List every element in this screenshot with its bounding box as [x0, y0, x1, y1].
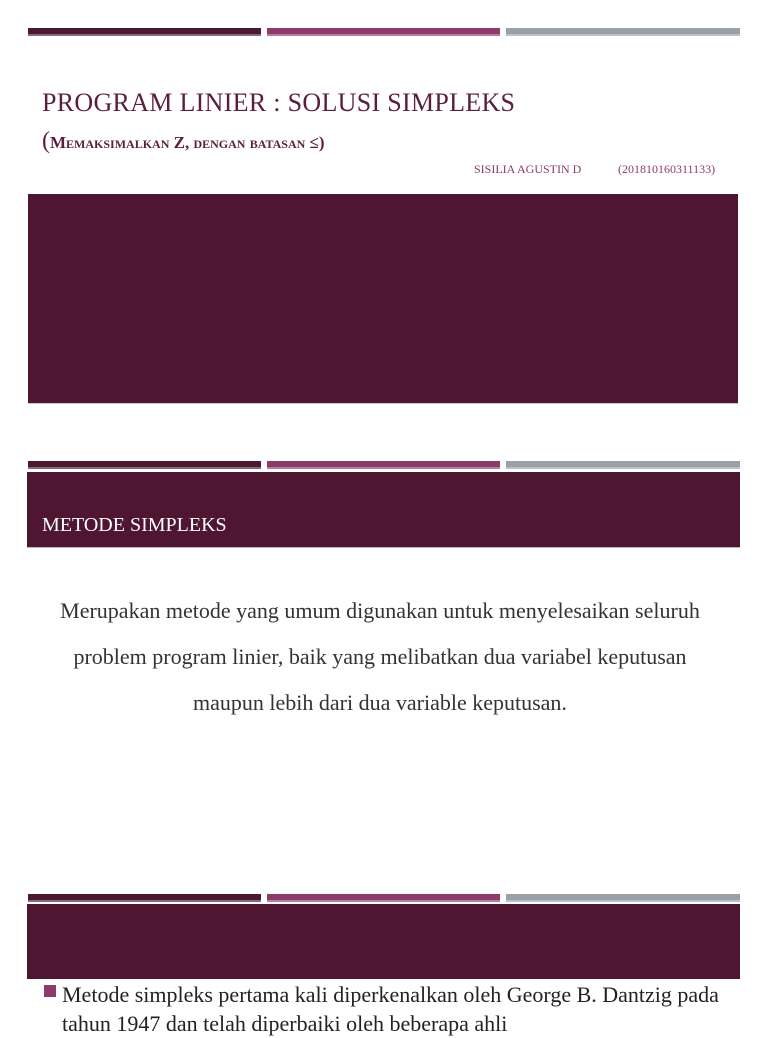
- square-bullet-icon: [44, 985, 56, 997]
- accent-bar-grey: [506, 461, 740, 469]
- bullet-list: [44, 980, 744, 1038]
- section-heading: METODE SIMPLEKS: [42, 514, 227, 536]
- accent-bar-plum: [267, 894, 500, 902]
- accent-bar-slide2: [28, 461, 740, 469]
- section-header-band: [27, 904, 740, 979]
- accent-bar-slide1: [28, 28, 740, 36]
- accent-bar-grey: [506, 894, 740, 902]
- accent-bar-dark: [28, 461, 261, 469]
- title-band: [28, 194, 738, 404]
- accent-bar-dark: [28, 28, 261, 36]
- list-item-text: Metode simpleks pertama kali diperkenalkan oleh George B. Dantzig pada tahun 1947 dan telah diperbaiki oleh beberapa ahli: [62, 982, 719, 1036]
- author-name: SISILIA AGUSTIN D: [474, 162, 582, 176]
- subtitle-text: Memaksimalkan Z, dengan batasan ≤): [50, 133, 325, 152]
- accent-bar-plum: [267, 461, 500, 469]
- accent-bar-grey: [506, 28, 740, 36]
- accent-bar-dark: [28, 894, 261, 902]
- slide-title: PROGRAM LINIER : SOLUSI SIMPLEKS: [42, 88, 516, 117]
- body-paragraph: Merupakan metode yang umum digunakan untuk menyelesaikan seluruh problem program linier, baik yang melibatkan dua variabel keputusan maupun lebih dari dua variable keputusan.: [60, 598, 700, 715]
- slide-subtitle: [42, 128, 325, 155]
- subtitle-paren: (: [42, 128, 50, 154]
- accent-bar-slide3: [28, 894, 740, 902]
- author-id: (201810160311133): [618, 162, 716, 176]
- accent-bar-plum: [267, 28, 500, 36]
- list-item: [44, 980, 744, 1038]
